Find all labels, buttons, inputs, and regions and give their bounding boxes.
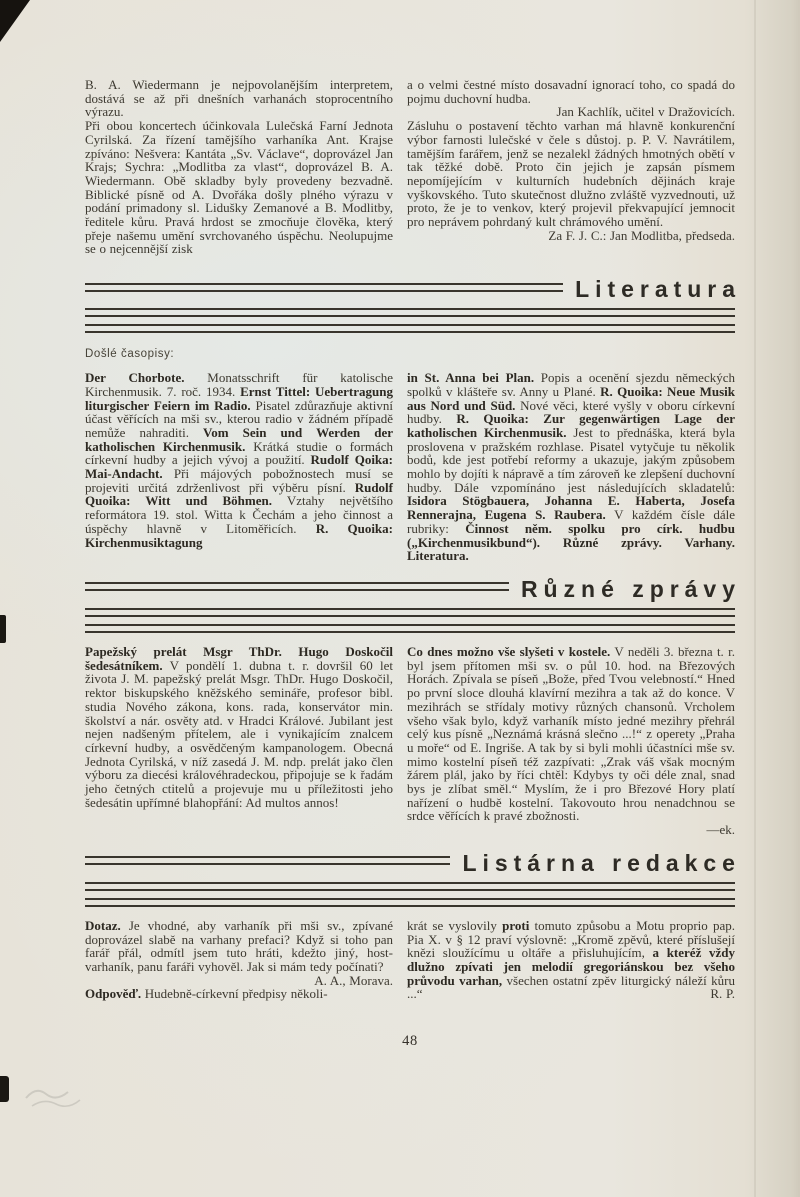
- paragraph: a o velmi čestné místo dosavadní ignorací toho, co spadá do pojmu duchovní hudba.: [407, 77, 735, 106]
- section-title-ruzne-zpravy: Různé zprávy: [520, 575, 741, 602]
- literatura-columns: [85, 371, 735, 563]
- scan-edge-mark: [0, 615, 6, 643]
- listarna-right-column: [407, 919, 735, 1001]
- header-double-rule: [85, 882, 735, 891]
- review-paragraph: in St. Anna bei Plan. Popis a ocenění sjezdu německých spolků v klášteře sv. Anny u Plané. R. Quoika: Neue Musik aus Nord und Süd. Nové věci, které vyšly v oboru církevní hudby. R. Quoika: Zur gegenwärtigen Lage der katholischen Kirchenmusik. Jest to přednáška, která byla proslovena v pražském rozhlase. Pisatel vytyčuje tu několik bodů, kde jest potřebí reformy a ukazuje, jakým způsobem mohlo by dojíti k nápravě a tím zároveň ke zlepšení duchovní hudby. Dále vzpomínáno jest následujících skladatelů: Isidora Stögbauera, Johanna E. Haberta, Josefa Rennerajna, Eugena S. Raubera. V každém čísle dále rubriky: Činnost něm. spolku pro círk. hudbu („Kirchenmusikbund“). Různé zprávy. Varhany. Literatura.: [407, 370, 736, 564]
- signature: R. P.: [710, 986, 735, 1002]
- section-header-listarna-redakce: [85, 849, 741, 907]
- pencil-mark: [22, 1068, 86, 1112]
- signature: Za F. J. C.: Jan Modlitba, předseda.: [548, 227, 735, 243]
- text-block: [85, 77, 741, 1050]
- literatura-right-column: [407, 371, 735, 563]
- section-header-ruzne-zpravy: [85, 575, 741, 633]
- header-title-row: [85, 575, 741, 602]
- signature: A. A., Morava.: [314, 972, 393, 988]
- header-title-row: [85, 276, 741, 303]
- intro-columns: [85, 78, 735, 256]
- section-title-literatura: Literatura: [575, 276, 741, 303]
- question-paragraph: Dotaz. Je vhodné, aby varhaník při mši sv., zpívané doprovázel slabě na varhany prefaci? Když si toho pan farář přál, odmítl jsem tuto hráti, kdežto jiný, host-varhaník, panu faráři vyhověl. Jak si mám tedy počínati?: [85, 917, 393, 974]
- literatura-left-column: [85, 371, 393, 563]
- ruzne-zpravy-right-column: [407, 645, 735, 837]
- answer-paragraph: Odpověď. Hudebně-církevní předpisy několi-: [85, 986, 328, 1002]
- header-double-rule: [85, 308, 735, 317]
- ruzne-zpravy-columns: [85, 645, 735, 837]
- section-header-literatura: [85, 276, 741, 333]
- listarna-columns: [85, 919, 735, 1001]
- ruzne-zpravy-left-column: [85, 645, 393, 837]
- intro-left-column: [85, 78, 393, 256]
- page-number: 48: [402, 1033, 418, 1050]
- header-title-row: [85, 849, 741, 876]
- header-leader-rule: [85, 283, 563, 292]
- intro-right-column: [407, 78, 735, 256]
- scan-edge-mark: [0, 1076, 9, 1102]
- scan-corner-artifact: [0, 0, 30, 42]
- paragraph: Při obou koncertech účinkovala Lulečská Farní Jednota Cyrilská. Za řízení tamějšího varhaníka Ant. Krajse zpíváno: Nešvera: Kantáta „Sv. Václave“, doprovázel Jan Krajs; Sychra: „Modlitba za vlast“, doprovázel B. A. Wiedermann. Obě skladby byly provedeny bezvadně. Biblické písně od A. Dvořáka došly plného výrazu v podání primadony sl. Lidušky Zemanové a B. Modlitby, ředitele kůru. Pravá hrdost se zmocňuje člověka, který přeje našemu umění svrchovaného úspěchu. Neolupujme se o nejcennější zisk: [85, 118, 393, 257]
- news-paragraph: Co dnes možno vše slyšeti v kostele. V neděli 3. března t. r. byl jsem přítomen mši sv. o půl 10. hod. na Březových Horách. Zpívala se píseň „Bože, před Tvou velebností.“ Hned po první sloce dlouhá klavírní mezihra a tak až do konce. V mezihrách se střídaly motivy různých chansonů. Vrcholem všeho však bylo, když varhaník místo jedné mezihry přehrál celý kus písně „Neznámá krásná slečno ...!“ z operety „Praha u moře“ od E. Ingriše. A tak by si byli mohli účastníci mše sv. mimo kostelní píseň též zazpívati: „Zrak váš však mocným žárem plál, jako by říci chtěl: Kdybys ty oči déle znal, snad bys je zlíbat směl.“ Myslím, že i pro Březové Hory platí nařízení o hudbě kostelní. Takovouto hrou nenadchnou se srdce věřících k pravé zbožnosti.: [407, 643, 735, 824]
- header-leader-rule: [85, 856, 450, 865]
- header-double-rule: [85, 624, 735, 633]
- answer-paragraph: krát se vyslovily proti tomuto způsobu a Motu proprio pap. Pia X. v § 12 praví výslovně: „Kromě zpěvů, které příslušejí knězi sloužícímu u oltáře a přisluhujícím, a kteréž vždy dlužno zpívati jen melodií gregoriánskou bez všeho průvodu varhan, všechen ostatní zpěv liturgický náleží kůru ...“: [407, 917, 736, 1002]
- header-double-rule: [85, 324, 735, 333]
- review-paragraph: Der Chorbote. Monatsschrift für katolische Kirchenmusik. 7. roč. 1934. Ernst Tittel: Uebertragung liturgischer Feiern im Radio. Pisatel zdůrazňuje aktivní účast věřících na mši sv., kterou radio v žádném případě nemůže nahraditi. Vom Sein und Werden der katholischen Kirchenmusik. Krátká studie o formách církevní hudby a jejich vývoj a použití. Rudolf Qoika: Mai-Andacht. Při májových pobožnostech musí se projeviti určitá zdrženlivost při výběru písní. Rudolf Quoika: Witt und Böhmen. Vztahy největšího reformátora 19. stol. Witta k Čechám a jeho činnost a úspěchy hlavně v Litoměřicích. R. Quoika: Kirchenmusiktagung: [85, 370, 394, 550]
- signature: Jan Kachlík, učitel v Dražovicích.: [556, 104, 735, 120]
- paragraph: B. A. Wiedermann je nejpovolanějším interpretem, dostává se až při dnešních varhanách stoprocentního výrazu.: [85, 77, 393, 120]
- incoming-journals-label: Došlé časopisy:: [85, 348, 175, 361]
- signature: —ek.: [706, 822, 735, 838]
- header-leader-rule: [85, 582, 509, 591]
- section-title-listarna-redakce: Listárna redakce: [462, 849, 741, 876]
- listarna-left-column: [85, 919, 393, 1001]
- paragraph: Zásluhu o postavení těchto varhan má hlavně konkurenční výbor farnosti lulečské v čele s důstoj. p. P. V. Navrátilem, tamějším farářem, jenž se nezalekl žádných hmotných obětí v tak těžké době. Proto čin jejich je zapsán písmem nepomíjejícím v kulturních hudebních dějinách kraje vyškovského. Tuto skutečnost dlužno zvláště vyzvednouti, už proto, že je to venkov, který projevil překvapující jemnocit pro neprávem pohrdaný kult chrámového umění.: [407, 118, 735, 230]
- header-double-rule: [85, 608, 735, 617]
- news-paragraph: Papežský prelát Msgr ThDr. Hugo Doskočil šedesátníkem. V pondělí 1. dubna t. r. dovršil 60 let života J. M. papežský prelát Msgr. ThDr. Hugo Doskočil, rektor biskupského kněžského semináře, profesor bibl. studia Nového zákona, kons. rada, konservátor min. školství a nár. osvěty atd. v Hradci Králové. Jubilant jest nejen nadšeným přítelem, ale i vynikajícím znalcem církevní hudby, a osvědčeným kampanologem. Obecná Jednota Cyrilská, v níž zasedá J. M. ndp. prelát jako člen výboru za diecési královéhradeckou, připojuje se k řadám jeho četných ctitelů a projevuje mu u příležitosti jeho šedesátin upřímné blahopřání: Ad multos annos!: [85, 643, 393, 810]
- header-double-rule: [85, 898, 735, 907]
